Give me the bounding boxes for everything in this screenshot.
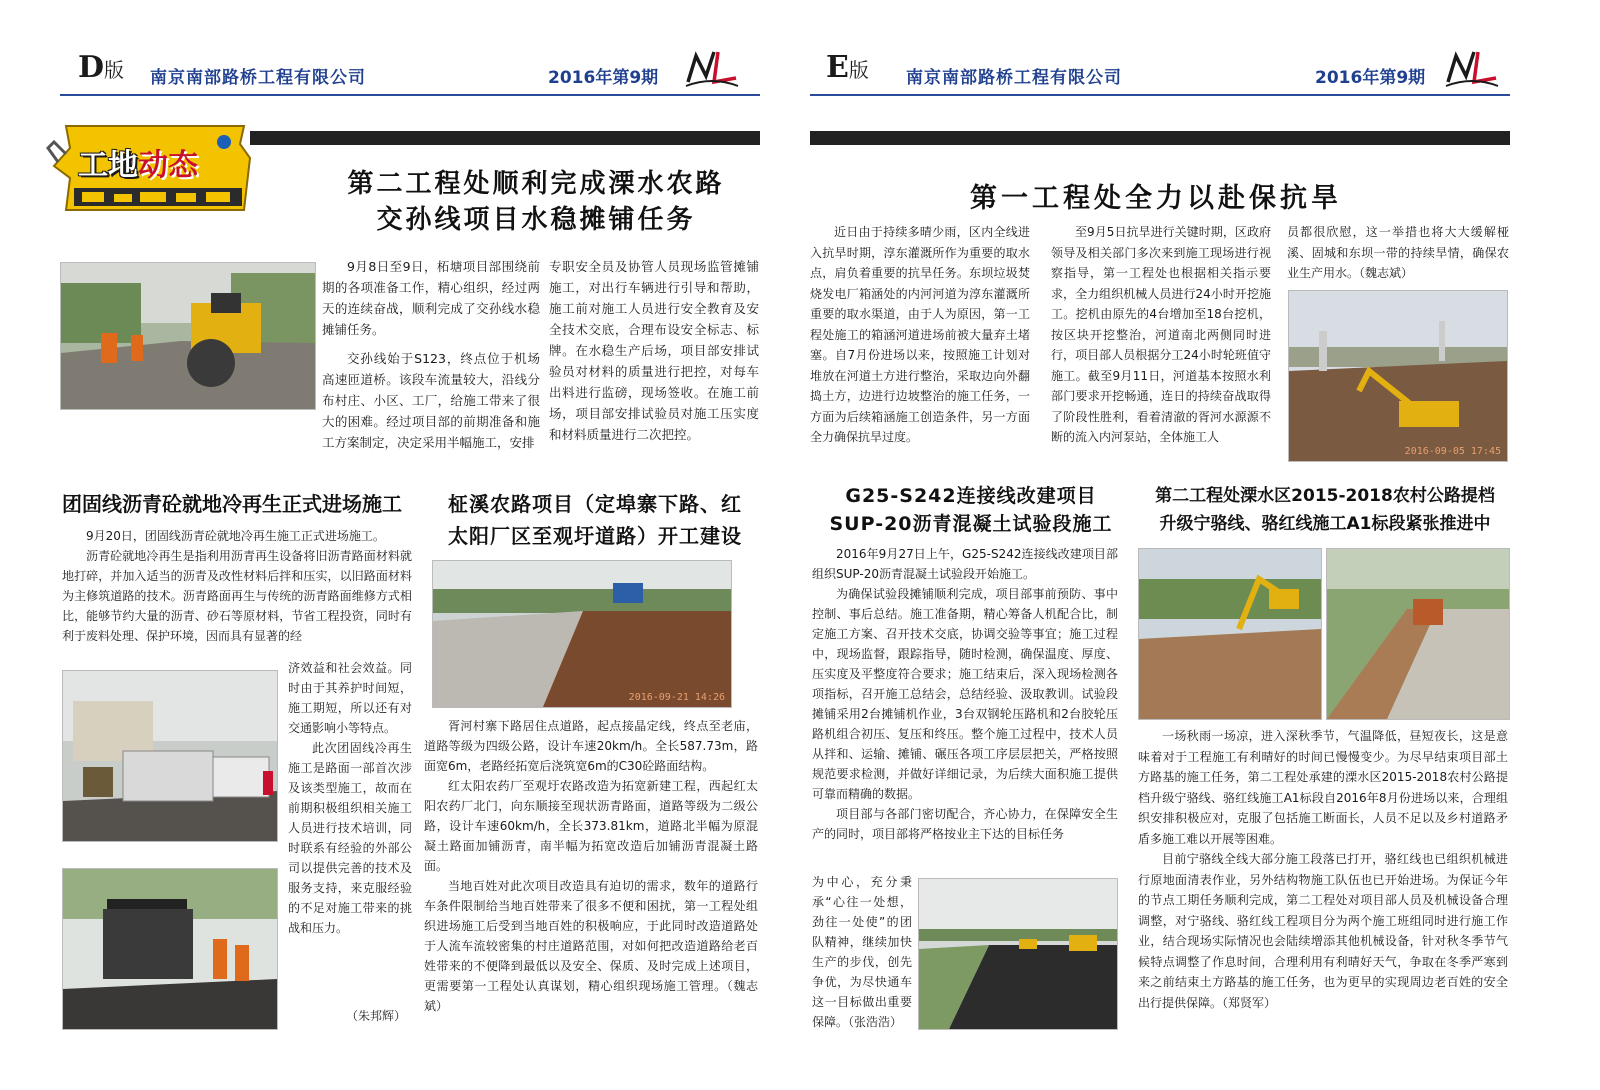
article3-photo-timestamp: 2016-09-21 14:26: [628, 692, 725, 703]
article6-body: 一场秋雨一场凉，进入深秋季节，气温降低，昼短夜长，这是意味着对于工程施工有利晴好的时间已慢慢变少。为尽早结束项目部土方路基的施工任务，第二工程处承建的溧水区2015-2018农村公路提档升级宁骆线、骆红线施工A1标段自2016年8月份进场以来，合理组织安排积极应对，克服了包括施工断面长，人员不足以及乡村道路矛盾多施工难以开展等困难。 目前宁骆线全线大部分施工段落已打开，骆红线也已组织机械进行原地面清表作业，另外结构物施工队伍也已开始进场。为保证今年的节点工期任务顺利完成，第二工程处对项目部人员及机械设备合理调整，对宁骆线、骆红线工程项目分为两个施工班组同时进行施工作业，结合现场实际情况也会陆续增添其他机械设备，针对秋冬季节气候特点调整了作息时间，合理利用有利晴好天气，争取在冬季严寒到来之前结束土方路基的施工任务，也为更早的实现周边老百姓的安全出行提供保障。（郑贤军）: [1138, 729, 1508, 1010]
company-logo-icon: [684, 46, 740, 90]
article5-body-side: 为中心，充分秉承“心往一处想，劲往一处使”的团队精神，继续加快生产的步伐，创先争优，为尽快通车这一目标做出重要保障。（张浩浩）: [812, 875, 912, 1029]
article4-photo-excavators: [1288, 290, 1508, 462]
article2-photo-paver: [62, 868, 278, 1030]
article1-title: 第二工程处顺利完成溧水农路 交孙线项目水稳摊铺任务: [347, 169, 725, 235]
article1-body-col1: 9月8日至9日，柘塘项目部围绕前期的各项准备工作，精心组织，经过两天的连续奋战，顺利完成了交孙线水稳摊铺任务。 交孙线始于S123，终点位于机场高速匝道桥。该段车流量较大，沿线分布村庄、小区、工厂，给施工带来了很大的困难。经过项目部的前期准备和施工方案制定，决定采用半幅施工，安排: [322, 259, 540, 450]
right-header-rule: [810, 94, 1510, 96]
article4-photo-timestamp: 2016-09-05 17:45: [1404, 446, 1501, 457]
article3-body: 胥河村寨下路居住点道路，起点接晶定线，终点至老庙，道路等级为四级公路，设计车速20km/h。全长587.73m，路面宽6m，老路经拓宽后浇筑宽6m的C30砼路面结构。 红太阳农药厂至观圩农路改造为拓宽新建工程，西起红太阳农药厂北门，向东顺接至现状沥青路面，道路等级为二级公路，设计车速60km/h，全长373.81km，道路北半幅为原混凝土路面加铺沥青，南半幅为拓宽改造后加铺沥青混凝土路面。 当地百姓对此次项目改造具有迫切的需求，数年的道路行车条件限制给当地百姓带来了很多不便和困扰，第一工程处组织进场施工后受到当地百姓的积极响应，于此同时改造道路处于人流车流较密集的村庄道路范围，对如何把改造道路给老百姓带来的不便降到最低以及安全、保质、及时完成上述项目，更需要第一工程处认真谋划，精心组织现场施工管理。（魏志斌）: [424, 719, 758, 1013]
right-section-band: [810, 131, 1510, 145]
company-logo-icon: [1444, 46, 1500, 90]
right-company-name: 南京南部路桥工程有限公司: [906, 68, 1122, 88]
section-badge-title: 工地动态: [78, 148, 198, 183]
article3-photo-earthwork: [432, 560, 732, 708]
article2-author: （朱邦辉）: [345, 1009, 406, 1023]
article1-body-col2: 专职安全员及协管人员现场监管摊铺施工，对出行车辆进行引导和帮助，施工前对施工人员进行安全教育及安全技术交底，合理布设安全标志、标牌。在水稳生产后场，项目部安排试验员对材料的质量进行把控，对每车出料进行监磅，现场签收。在施工前场，项目部安排试验员对施工压实度和材料质量进行二次把控。: [549, 259, 759, 442]
article2-photo-cold-recycler: [62, 670, 278, 842]
right-edition-label: E版: [826, 50, 869, 85]
article2-body-top: 9月20日，团固线沥青砼就地冷再生施工正式进场施工。 沥青砼就地冷再生是指利用沥青再生设备将旧沥青路面材料就地打碎，并加入适当的沥青及改性材料后拌和压实，以旧路面材料为主修筑道路的技术。沥青路面再生与传统的沥青路面维修方式相比，能够节约大量的沥青、砂石等原材料，节省工程投资，同时有利于废料处理、保护环境，因而具有显著的经: [62, 529, 412, 643]
article4-body-col2: 至9月5日抗旱进行关键时期，区政府领导及相关部门多次来到施工现场进行视察指导，第一工程处也根据相关指示要求，全力组织机械人员进行24小时开挖施工。挖机由原先的4台增加至18台挖机，按区块开挖整治，河道南北两侧同时进行，项目部人员根据分工24小时轮班值守施工。截至9月11日，河道基本按照水利部门要求开挖畅通，连日的持续奋战取得了阶段性胜利，看着清澈的胥河水源源不断的流入内河泵站，全体施工人: [1051, 225, 1271, 444]
left-section-band: [250, 131, 760, 145]
article5-photo-asphalt-paving: [918, 878, 1118, 1030]
left-edition-label: D版: [78, 50, 125, 85]
article6-photo-dump-truck: [1326, 548, 1510, 720]
left-header-rule: [60, 94, 760, 96]
article4-body-col1: 近日由于持续多晴少雨，区内全线进入抗旱时期，淳东灌溉所作为重要的取水点，肩负着重要的抗旱任务。东坝垃圾焚烧发电厂箱涵处的内河河道为淳东灌溉所重要的取水渠道，由于人为原因，第一工程处施工的箱涵河道进场前被大量弃土堵塞。自7月份进场以来，按照施工计划对堆放在河道土方进行整治，采取边向外翻捣土方，边进行边坡整治的施工任务，一方面为后续箱涵施工创造条件，另一方面全力确保抗旱过度。: [810, 225, 1030, 444]
right-issue-number: 2016年第9期: [1315, 68, 1426, 88]
article2-title: 团固线沥青砼就地冷再生正式进场施工: [62, 492, 402, 516]
article6-title: 第二工程处溧水区2015-2018农村公路提档 升级宁骆线、骆红线施工A1标段紧张推进中: [1155, 486, 1495, 534]
article5-body: 2016年9月27日上午，G25-S242连接线改建项目部组织SUP-20沥青混凝土试验段开始施工。 为确保试验段摊铺顺利完成，项目部事前预防、事中控制、事后总结。施工准备期，精心筹备人机配合比，制定施工方案、召开技术交底，协调交验等事宜；施工过程中，现场监督，跟踪指导，随时检测，确保温度、厚度、压实度及平整度符合要求；施工结束后，深入现场检测各项指标，召开施工总结会，总结经验、汲取教训。试验段摊铺采用2台摊铺机作业，3台双钢轮压路机和2台胶轮压路机组合初压、复压和终压。整个施工过程中，技术人员从拌和、运输、摊铺、碾压各项工序层层把关，严格按照规范要求检测，并做好详细记录，为后续大面积施工提供可靠而精确的数据。 项目部与各部门密切配合，齐心协力，在保障安全生产的同时，项目部将严格按业主下达的目标任务: [812, 547, 1118, 841]
article6-photo-excavator-trench: [1138, 548, 1322, 720]
article2-body-side: 济效益和社会效益。同时由于其养护时间短，施工期短，所以还有对交通影响小等特点。 此次团固线冷再生施工是路面一部首次涉及该类型施工，故而在前期积极组织相关施工人员进行技术培训，同时联系有经验的外部公司以提供完善的技术及服务支持，来克服经验的不足对施工带来的挑战和压力。: [288, 661, 412, 935]
article5-title: G25-S242连接线改建项目 SUP-20沥青混凝土试验段施工: [829, 485, 1113, 535]
article4-title: 第一工程处全力以赴保抗旱: [970, 183, 1342, 214]
article1-photo-road-roller: [60, 262, 316, 410]
left-issue-number: 2016年第9期: [548, 68, 659, 88]
article4-body-col3: 员都很欣慰，这一举措也将大大缓解桠溪、固城和东坝一带的持续旱情，确保农业生产用水。（魏志斌）: [1287, 225, 1509, 280]
article3-title: 柾溪农路项目（定埠寨下路、红 太阳厂区至观圩道路）开工建设: [448, 492, 742, 548]
left-company-name: 南京南部路桥工程有限公司: [150, 68, 366, 88]
